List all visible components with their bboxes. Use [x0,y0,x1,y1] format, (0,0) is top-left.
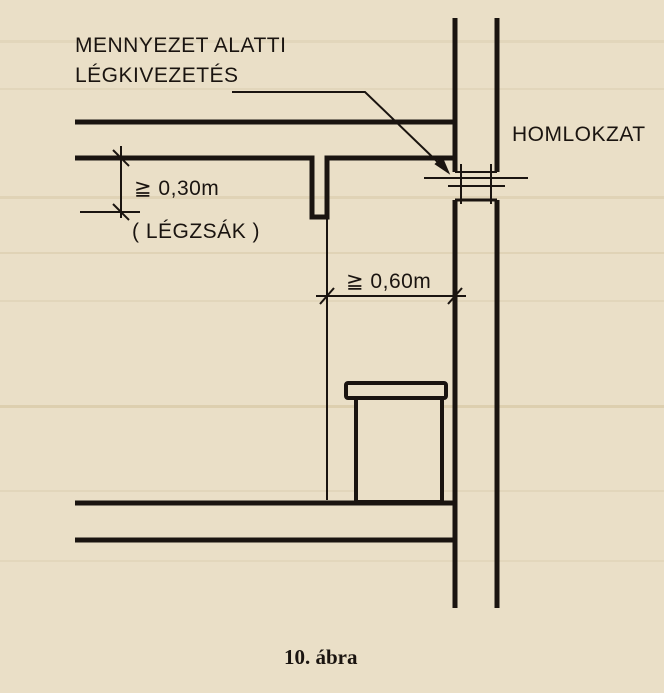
exterior-wall [455,18,497,608]
label-ceiling-exhaust-1: MENNYEZET ALATTI [75,34,287,57]
label-facade: HOMLOKZAT [512,123,646,146]
ceiling-slab [75,158,455,217]
label-min-width: ≧ 0,60m [346,270,432,293]
label-min-depth: ≧ 0,30m [134,177,220,200]
appliance-box [346,383,446,502]
figure-caption: 10. ábra [284,645,358,669]
bleed-through-texture [0,40,664,562]
label-air-pocket: ( LÉGZSÁK ) [132,220,261,243]
floor-slab [75,503,455,540]
label-ceiling-exhaust-2: LÉGKIVEZETÉS [75,64,239,87]
